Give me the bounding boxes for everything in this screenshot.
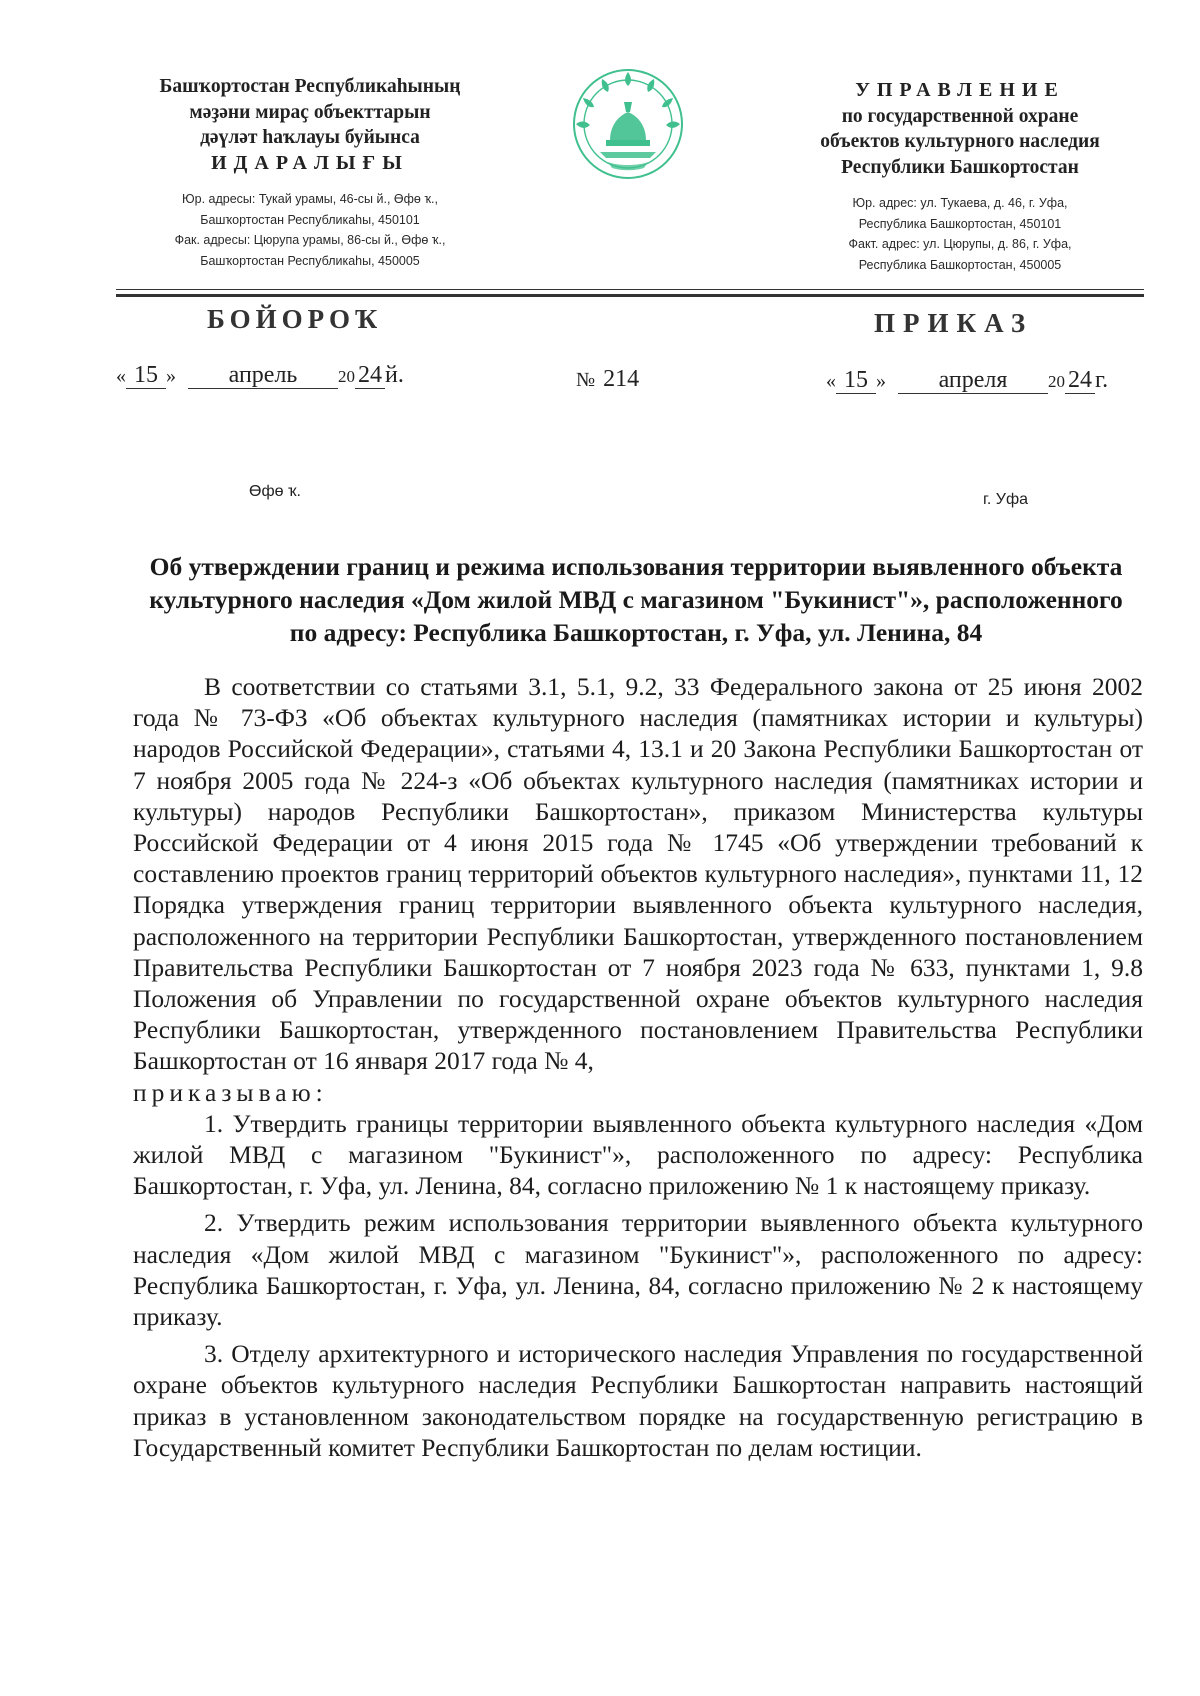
- header-left-line-3: дәүләт һаҡлауы буйынса: [200, 127, 420, 148]
- date-bashkir-year: 24: [355, 362, 385, 389]
- city-russian: г. Уфа: [983, 491, 1028, 508]
- header-left-line-4: ИДАРАЛЫҒЫ: [211, 151, 409, 174]
- date-russian-month: апреля: [898, 367, 1048, 394]
- document-body: [133, 671, 1143, 1463]
- date-bashkir-year-prefix: 20: [338, 367, 355, 386]
- header-right-line-1: УПРАВЛЕНИЕ: [855, 79, 1065, 101]
- date-russian-suffix: г.: [1095, 367, 1109, 393]
- preamble-text: В соответствии со статьями 3.1, 5.1, 9.2, 33 Федерального закона от 25 июня 2002 года № 73-ФЗ «Об объектах культурного наследия (памятниках истории и культуры) народов Российской Федерации», статьями 4, 13.1 и 20 Закона Республики Башкортостан от 7 ноября 2005 года № 224-з «Об объектах культурного наследия (памятниках истории и культуры) народов Республики Башкортостан», приказом Министерства культуры Российской Федерации от 4 июня 2015 года № 1745 «Об утверждении требований к составлению проектов границ территорий объектов культурного наследия», пунктами 11, 12 Порядка утверждения границ территории выявленного объекта культурного наследия, расположенного на территории Республики Башкортостан, утвержденного постановлением Правительства Республики Башкортостан от 7 ноября 2023 года № 633, пунктами 1, 9.8 Положения об Управлении по государственной охране объектов культурного наследия Республики Башкортостан, утвержденного постановлением Правительства Республики Башкортостан от 16 января 2017 года № 4,: [133, 672, 1143, 1076]
- header-left-address-line: Башҡортостан Республикаһы, 450005: [200, 253, 420, 268]
- header-right-line-3: объектов культурного наследия: [820, 131, 1100, 152]
- header-right-line-2: по государственной охране: [841, 105, 1079, 127]
- header-right: [770, 78, 1150, 275]
- header-right-address-line: Республика Башкортостан, 450101: [858, 216, 1062, 231]
- header-right-address: [770, 193, 1150, 275]
- order-item-1: 1. Утвердить границы территории выявленного объекта культурного наследия «Дом жилой МВД с магазином "Букинист"», расположенного по адресу: Республика Башкортостан, г. Уфа, ул. Ленина, 84, согласно приложению № 1 к настоящему приказу.: [133, 1108, 1143, 1201]
- date-bashkir-month: апрель: [188, 362, 338, 389]
- date-bashkir: « 15 » апрель 20 24 й.: [116, 362, 404, 388]
- coat-of-arms-icon: [570, 66, 686, 182]
- header-left-line-1: Башҡортостан Республикаһының: [159, 76, 461, 97]
- header-right-line-4: Республики Башкортостан: [841, 156, 1079, 178]
- header-right-address-line: Юр. адрес: ул. Тукаева, д. 46, г. Уфа,: [852, 196, 1068, 210]
- order-word: приказываю:: [133, 1077, 328, 1107]
- date-russian-year-prefix: 20: [1048, 372, 1065, 391]
- order-number-value: 214: [603, 366, 640, 392]
- header-left-line-2: мәҙәни мираҫ объекттарын: [189, 101, 431, 123]
- order-item-2: 2. Утвердить режим использования территории выявленного объекта культурного наследия «Дом жилой МВД с магазином "Букинист"», расположенного по адресу: Республика Башкортостан, г. Уфа, ул. Ленина, 84, согласно приложению № 2 к настоящему приказу.: [133, 1208, 1143, 1332]
- header-left-address-line: Фак. адресы: Цюрупа урамы, 86-сы й., Өфө ҡ.,: [174, 233, 446, 247]
- header-left-address: [110, 189, 510, 271]
- order-number: [576, 366, 639, 393]
- number-sign: №: [576, 369, 596, 391]
- header-left-address-line: Юр. адресы: Тукай урамы, 46-сы й., Өфө ҡ.,: [182, 192, 438, 206]
- date-bashkir-day: 15: [126, 362, 166, 389]
- city-bashkir: Өфө ҡ.: [249, 483, 301, 500]
- header-left: [110, 74, 510, 271]
- document-title: Об утверждении границ и режима использования территории выявленного объекта культурного наследия «Дом жилой МВД с магазином "Букинист"», расположенного по адресу: Республика Башкортостан, г. Уфа, ул. Ленина, 84: [149, 552, 1123, 647]
- header-divider-thick: [116, 294, 1144, 297]
- header-right-address-line: Факт. адрес: ул. Цюрупы, д. 86, г. Уфа,: [848, 237, 1072, 251]
- header-left-address-line: Башҡортостан Республикаһы, 450101: [200, 212, 420, 227]
- header-divider-thin: [116, 289, 1144, 290]
- date-russian-day: 15: [836, 367, 876, 394]
- doc-type-bashkir: БОЙОРОҠ: [207, 304, 383, 334]
- order-item-3: 3. Отделу архитектурного и исторического наследия Управления по государственной охране объектов культурного наследия Республики Башкортостан направить настоящий приказ в установленном законодательством порядке на государственную регистрацию в Государственный комитет Республики Башкортостан по делам юстиции.: [133, 1339, 1143, 1462]
- preamble-paragraph: [133, 671, 1143, 1108]
- header-right-address-line: Республика Башкортостан, 450005: [858, 257, 1062, 272]
- date-russian: « 15 » апреля 20 24 г.: [826, 367, 1109, 393]
- date-russian-year: 24: [1065, 367, 1095, 394]
- date-bashkir-suffix: й.: [385, 362, 404, 388]
- doc-type-russian: ПРИКАЗ: [874, 308, 1034, 338]
